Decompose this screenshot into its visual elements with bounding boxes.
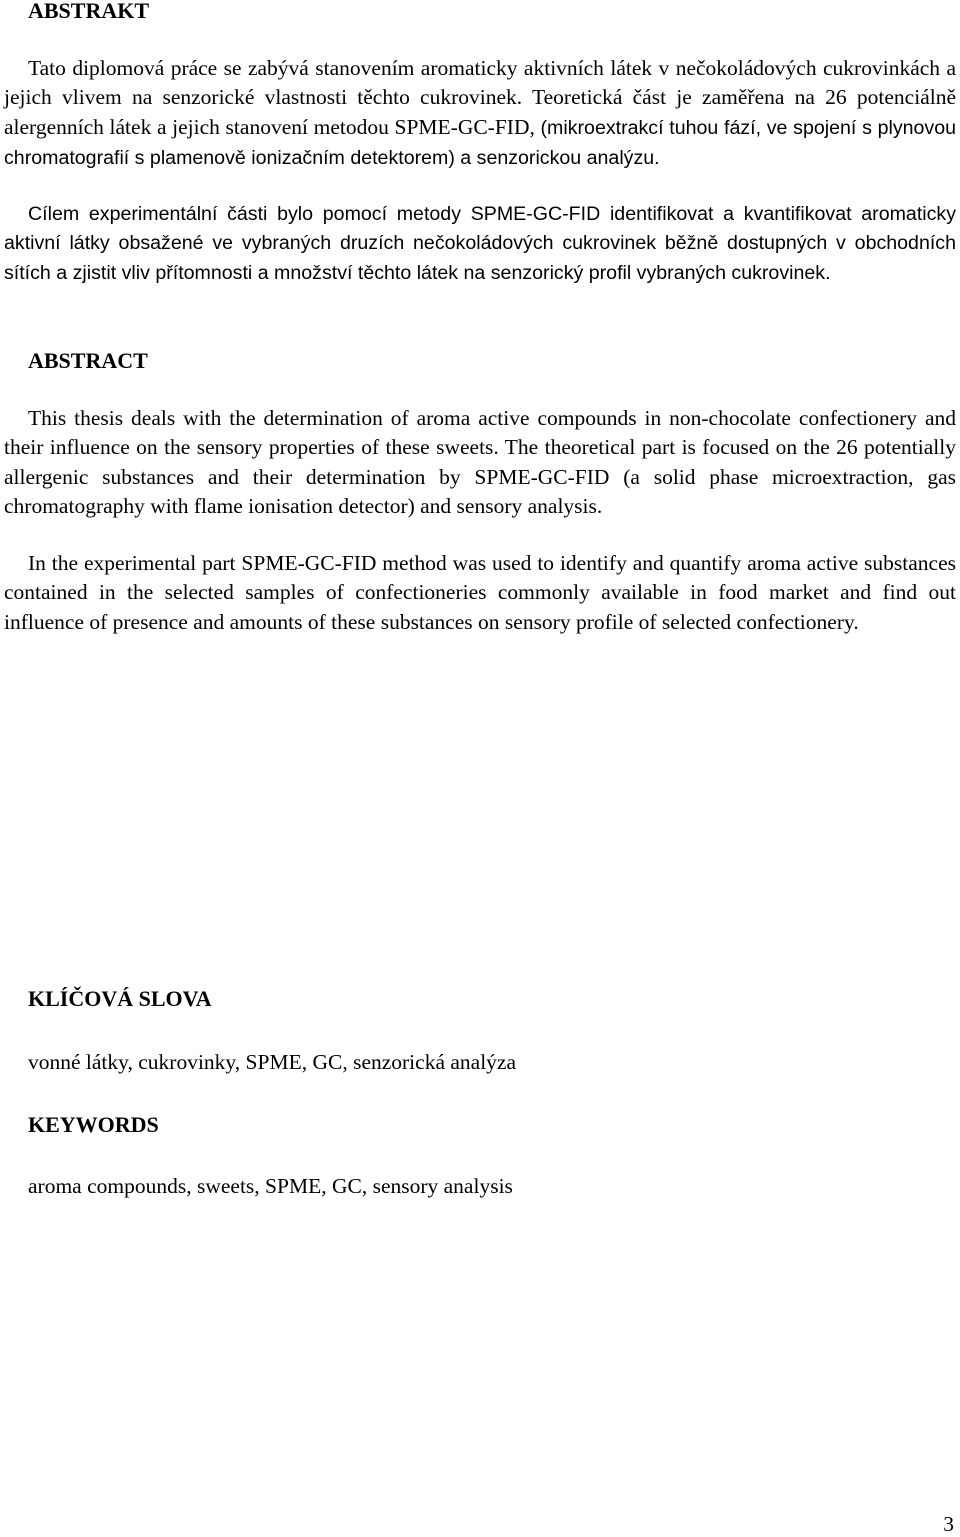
abstrakt-paragraph-1 [4, 54, 956, 173]
abstrakt-paragraph-2-text: Cílem experimentální části bylo pomocí metody SPME-GC-FID identifikovat a kvantifikovat aromaticky aktivní látky obsažené ve vybraných druzích nečokoládových cukrovinek běžně dostupných v obchodních sítích a zjistit vliv přítomnosti a množství těchto látek na senzorický profil vybraných cukrovinek. [4, 203, 956, 284]
abstract-paragraph-2 [4, 549, 956, 637]
keywords-heading: KEYWORDS [28, 1112, 159, 1137]
abstrakt-paragraph-1-sans-text: (mikroextrakcí tuhou fází, ve spojení s plynovou chromatografií s plamenově ionizačním detektorem) a senzorickou analýzu. [4, 116, 957, 169]
abstract-heading: ABSTRACT [28, 348, 148, 373]
abstract-paragraph-2-text: In the experimental part SPME-GC-FID method was used to identify and quantify aroma active substances contained in the selected samples of confectioneries commonly available in food market and find out influence of presence and amounts of these substances on sensory profile of selected confectionery. [4, 551, 956, 634]
klicova-slova-heading: KLÍČOVÁ SLOVA [28, 986, 212, 1011]
abstract-paragraph-1 [4, 404, 956, 521]
abstract-paragraph-1-text: This thesis deals with the determination of aroma active compounds in non-chocolate confectionery and their influence on the sensory properties of these sweets. The theoretical part is focused on the 26 potentially allergenic substances and their determination by SPME-GC-FID (a solid phase microextraction, gas chromatography with flame ionisation detector) and sensory analysis. [4, 406, 956, 518]
klicova-slova-text: vonné látky, cukrovinky, SPME, GC, senzorická analýza [28, 1050, 517, 1074]
abstrakt-heading: ABSTRAKT [28, 0, 150, 23]
keywords-text: aroma compounds, sweets, SPME, GC, sensory analysis [28, 1174, 513, 1198]
abstrakt-paragraph-1-text: Tato diplomová práce se zabývá stanovením aromaticky aktivních látek v nečokoládových cukrovinkách a jejich vlivem na senzorické vlastnosti těchto cukrovinek. Teoretická část je zaměřena na 26 potenciálně alergenních látek a jejich stanovení metodou SPME-GC-FID, [4, 56, 956, 139]
page-number: 3 [943, 1512, 954, 1536]
abstrakt-paragraph-2 [4, 200, 956, 288]
